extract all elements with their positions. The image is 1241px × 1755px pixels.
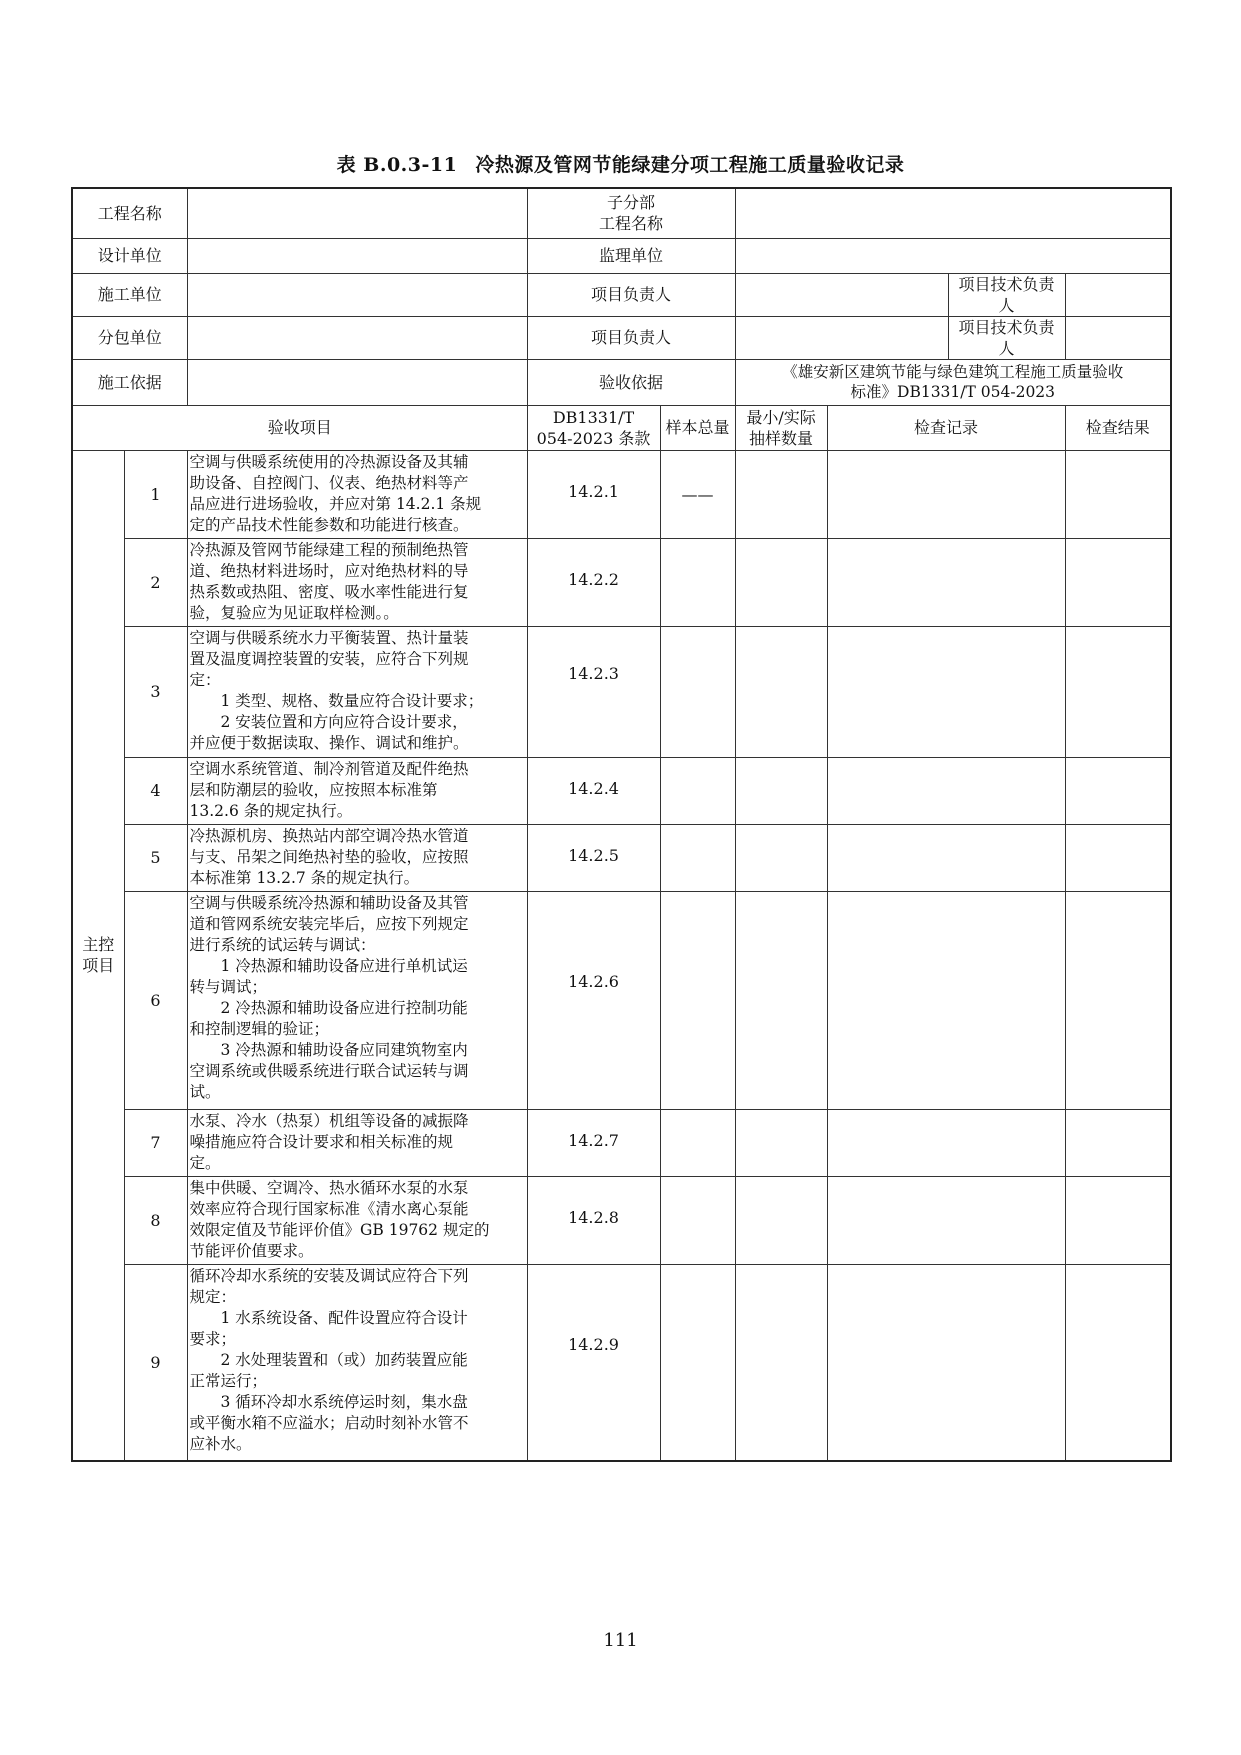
item-requirement: [187, 1176, 527, 1264]
item-clause: 14.2.9: [527, 1264, 660, 1461]
table-row: [72, 1109, 1171, 1176]
item-requirement-line: 空调系统或供暖系统进行联合试运转与调: [189, 1061, 469, 1080]
item-check-record[interactable]: [827, 1109, 1065, 1176]
item-sample-total[interactable]: [660, 538, 735, 626]
item-requirement-line: 道、绝热材料进场时，应对绝热材料的导: [189, 561, 469, 580]
row-project-name: [72, 188, 1171, 238]
item-requirement-line: 13.2.6 条的规定执行。: [189, 801, 353, 820]
item-check-result[interactable]: [1065, 626, 1171, 757]
row-basis: [72, 359, 1171, 405]
tech-manager-value-2[interactable]: [1065, 316, 1171, 359]
table-title: [0, 150, 1241, 177]
item-clause: 14.2.2: [527, 538, 660, 626]
item-clause: 14.2.4: [527, 757, 660, 824]
item-check-record[interactable]: [827, 626, 1065, 757]
item-requirement-line: 和控制逻辑的验证；: [189, 1019, 330, 1038]
item-requirement-line: 正常运行；: [189, 1371, 268, 1390]
table-code: 表 B.0.3-11: [336, 154, 458, 176]
item-requirement-line: 空调与供暖系统水力平衡装置、热计量装: [189, 628, 469, 647]
item-requirement-line: 1 类型、规格、数量应符合设计要求；: [220, 691, 484, 710]
item-min-sample[interactable]: [735, 450, 827, 538]
sub-project-label: [527, 188, 735, 238]
item-requirement-line: 水泵、冷水（热泵）机组等设备的减振降: [189, 1111, 469, 1130]
item-number: 1: [124, 450, 187, 538]
item-requirement-line: 热系数或热阻、密度、吸水率性能进行复: [189, 582, 469, 601]
sub-project-label-line2: 工程名称: [599, 214, 664, 234]
item-requirement-line: 3 冷热源和辅助设备应同建筑物室内: [220, 1040, 468, 1059]
item-number: 7: [124, 1109, 187, 1176]
table-row: [72, 626, 1171, 757]
item-requirement-line: 噪措施应符合设计要求和相关标准的规: [189, 1132, 454, 1151]
item-requirement-line: 试。: [189, 1082, 221, 1101]
item-requirement-line: 2 安装位置和方向应符合设计要求，: [220, 712, 468, 731]
item-clause: 14.2.5: [527, 824, 660, 891]
table-row: [72, 538, 1171, 626]
item-requirement-line: 规定：: [189, 1287, 237, 1306]
col-header-clause-line1: DB1331/T: [552, 407, 635, 427]
subcontract-unit-label: 分包单位: [72, 316, 187, 359]
item-requirement-line: 冷热源机房、换热站内部空调冷热水管道: [189, 826, 469, 845]
item-check-record[interactable]: [827, 450, 1065, 538]
page-number: 111: [603, 1630, 638, 1651]
subcontract-unit-value[interactable]: [187, 316, 527, 359]
item-requirement-line: 并应便于数据读取、操作、调试和维护。: [189, 733, 469, 752]
item-sample-total[interactable]: [660, 891, 735, 1109]
item-requirement-line: 道和管网系统安装完毕后，应按下列规定: [189, 914, 469, 933]
item-min-sample[interactable]: [735, 891, 827, 1109]
row-design-unit: [72, 238, 1171, 273]
project-name-label: 工程名称: [72, 188, 187, 238]
item-requirement-line: 节能评价值要求。: [189, 1241, 314, 1260]
item-sample-total[interactable]: [660, 1176, 735, 1264]
item-check-record[interactable]: [827, 757, 1065, 824]
item-requirement-line: 集中供暖、空调冷、热水循环水泵的水泵: [189, 1178, 469, 1197]
item-check-result[interactable]: [1065, 538, 1171, 626]
row-subcontract-unit: [72, 316, 1171, 359]
item-requirement-line: 与支、吊架之间绝热衬垫的验收，应按照: [189, 847, 469, 866]
item-requirement-line: 空调与供暖系统冷热源和辅助设备及其管: [189, 893, 469, 912]
item-min-sample[interactable]: [735, 824, 827, 891]
item-requirement: [187, 626, 527, 757]
item-requirement-line: 2 冷热源和辅助设备应进行控制功能: [220, 998, 468, 1017]
item-sample-total[interactable]: [660, 757, 735, 824]
sub-project-label-line1: 子分部: [607, 193, 656, 213]
item-clause: 14.2.1: [527, 450, 660, 538]
table-row: [72, 1264, 1171, 1461]
item-requirement-line: 或平衡水箱不应溢水；启动时刻补水管不: [189, 1413, 469, 1432]
item-requirement-line: 层和防潮层的验收，应按照本标准第: [189, 780, 438, 799]
item-min-sample[interactable]: [735, 757, 827, 824]
item-requirement-line: 效限定值及节能评价值》GB 19762 规定的: [189, 1220, 490, 1239]
item-requirement: [187, 1264, 527, 1461]
item-clause: 14.2.6: [527, 891, 660, 1109]
item-clause: 14.2.8: [527, 1176, 660, 1264]
item-check-result[interactable]: [1065, 757, 1171, 824]
col-header-min-sample-line1: 最小/实际: [746, 407, 816, 427]
table-row: [72, 824, 1171, 891]
row-column-headers: [72, 405, 1171, 450]
item-requirement-line: 循环冷却水系统的安装及调试应符合下列: [189, 1266, 469, 1285]
item-min-sample[interactable]: [735, 1109, 827, 1176]
item-requirement: [187, 538, 527, 626]
col-header-result: 检查结果: [1065, 405, 1171, 450]
col-header-min-sample-line2: 抽样数量: [749, 428, 814, 448]
item-requirement-line: 空调水系统管道、制冷剂管道及配件绝热: [189, 759, 469, 778]
item-requirement-line: 定的产品技术性能参数和功能进行核查。: [189, 515, 469, 534]
item-check-record[interactable]: [827, 824, 1065, 891]
item-check-record[interactable]: [827, 1264, 1065, 1461]
item-number: 5: [124, 824, 187, 891]
project-manager-label-2: 项目负责人: [527, 316, 735, 359]
acceptance-basis-line1: 《雄安新区建筑节能与绿色建筑工程施工质量验收: [782, 363, 1124, 381]
table-row: [72, 1176, 1171, 1264]
project-manager-value[interactable]: [735, 273, 948, 316]
item-check-record[interactable]: [827, 538, 1065, 626]
project-manager-label: 项目负责人: [527, 273, 735, 316]
items-body: [72, 450, 1171, 1461]
item-requirement-line: 2 水处理装置和（或）加药装置应能: [220, 1350, 468, 1369]
group-label-line2: 项目: [82, 956, 115, 976]
acceptance-basis-line2: 标准》DB1331/T 054-2023: [850, 383, 1056, 401]
item-requirement-line: 定。: [189, 1153, 221, 1172]
item-requirement-line: 验，复验应为见证取样检测。。: [189, 603, 399, 622]
table-row: [72, 891, 1171, 1109]
supervision-unit-value[interactable]: [735, 238, 1171, 273]
item-check-result[interactable]: [1065, 824, 1171, 891]
item-min-sample[interactable]: [735, 1176, 827, 1264]
group-label-main-control: [72, 450, 124, 1461]
design-unit-value[interactable]: [187, 238, 527, 273]
item-requirement-line: 冷热源及管网节能绿建工程的预制绝热管: [189, 540, 469, 559]
project-manager-value-2[interactable]: [735, 316, 948, 359]
tech-manager-value[interactable]: [1065, 273, 1171, 316]
table-row: [72, 757, 1171, 824]
item-requirement: [187, 824, 527, 891]
supervision-unit-label: 监理单位: [527, 238, 735, 273]
tech-manager-label-2: 项目技术负责人: [948, 316, 1065, 359]
item-clause: 14.2.3: [527, 626, 660, 757]
item-min-sample[interactable]: [735, 626, 827, 757]
item-number: 4: [124, 757, 187, 824]
item-min-sample[interactable]: [735, 1264, 827, 1461]
item-number: 3: [124, 626, 187, 757]
item-requirement-line: 本标准第 13.2.7 条的规定执行。: [189, 868, 420, 887]
col-header-clause-line2: 054-2023 条款: [536, 428, 651, 448]
col-header-clause: [527, 405, 660, 450]
item-check-result[interactable]: [1065, 891, 1171, 1109]
item-check-record[interactable]: [827, 1176, 1065, 1264]
item-sample-total[interactable]: [660, 824, 735, 891]
item-requirement-line: 应补水。: [189, 1434, 252, 1453]
design-unit-label: 设计单位: [72, 238, 187, 273]
item-clause: 14.2.7: [527, 1109, 660, 1176]
item-requirement-line: 进行系统的试运转与调试：: [189, 935, 376, 954]
item-sample-total[interactable]: [660, 1264, 735, 1461]
sub-project-value[interactable]: [735, 188, 1171, 238]
item-number: 9: [124, 1264, 187, 1461]
item-check-result[interactable]: [1065, 1264, 1171, 1461]
item-sample-total[interactable]: [660, 1109, 735, 1176]
tech-manager-label: 项目技术负责人: [948, 273, 1065, 316]
item-sample-total[interactable]: [660, 626, 735, 757]
table-title-text: 冷热源及管网节能绿建分项工程施工质量验收记录: [475, 154, 905, 176]
construction-basis-label: 施工依据: [72, 359, 187, 405]
col-header-record: 检查记录: [827, 405, 1065, 450]
row-construction-unit: [72, 273, 1171, 316]
item-requirement: [187, 757, 527, 824]
col-header-sample-total: 样本总量: [660, 405, 735, 450]
item-requirement: [187, 891, 527, 1109]
col-header-item: 验收项目: [72, 405, 527, 450]
item-check-result[interactable]: [1065, 1176, 1171, 1264]
construction-unit-label: 施工单位: [72, 273, 187, 316]
item-requirement-line: 品应进行进场验收，并应对第 14.2.1 条规: [189, 494, 482, 513]
item-sample-total[interactable]: ——: [660, 450, 735, 538]
item-requirement-line: 空调与供暖系统使用的冷热源设备及其辅: [189, 452, 469, 471]
table-row: [72, 450, 1171, 538]
item-min-sample[interactable]: [735, 538, 827, 626]
item-requirement-line: 效率应符合现行国家标准《清水离心泵能: [189, 1199, 469, 1218]
item-requirement-line: 定：: [189, 670, 221, 689]
item-check-record[interactable]: [827, 891, 1065, 1109]
item-requirement-line: 助设备、自控阀门、仪表、绝热材料等产: [189, 473, 469, 492]
item-check-result[interactable]: [1065, 1109, 1171, 1176]
item-requirement-line: 置及温度调控装置的安装，应符合下列规: [189, 649, 469, 668]
item-requirement-line: 1 水系统设备、配件设置应符合设计: [220, 1308, 468, 1327]
acceptance-basis-value: [735, 359, 1171, 405]
item-number: 2: [124, 538, 187, 626]
item-requirement: [187, 450, 527, 538]
item-number: 6: [124, 891, 187, 1109]
item-requirement: [187, 1109, 527, 1176]
item-requirement-line: 转与调试；: [189, 977, 268, 996]
item-requirement-line: 3 循环冷却水系统停运时刻，集水盘: [220, 1392, 468, 1411]
item-requirement-line: 1 冷热源和辅助设备应进行单机试运: [220, 956, 468, 975]
col-header-min-sample: [735, 405, 827, 450]
group-label-line1: 主控: [82, 935, 115, 955]
item-requirement-line: 要求；: [189, 1329, 237, 1348]
acceptance-record-table-main: [71, 187, 1172, 1462]
project-name-value[interactable]: [187, 188, 527, 238]
item-number: 8: [124, 1176, 187, 1264]
construction-basis-value[interactable]: [187, 359, 527, 405]
item-check-result[interactable]: [1065, 450, 1171, 538]
construction-unit-value[interactable]: [187, 273, 527, 316]
acceptance-basis-label: 验收依据: [527, 359, 735, 405]
